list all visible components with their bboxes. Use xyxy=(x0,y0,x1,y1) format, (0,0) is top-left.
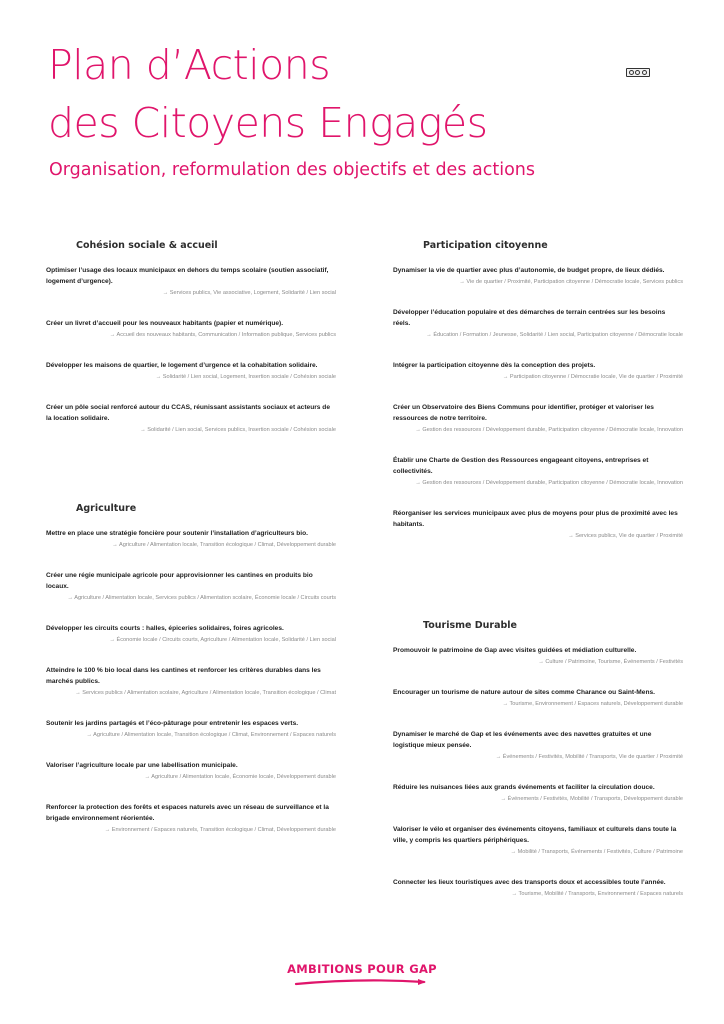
title-line-1: Plan d’Actions xyxy=(48,41,331,89)
action-item xyxy=(393,729,683,762)
action-item xyxy=(393,508,683,541)
action-tags: → Événements / Festivités, Mobilité / Transports, Vie de quartier / Proximité xyxy=(495,754,683,760)
action-tags: → Tourisme, Environnement / Espaces naturels, Développement durable xyxy=(502,701,683,707)
action-list xyxy=(46,265,336,435)
action-list xyxy=(393,645,683,899)
action-item xyxy=(46,402,336,435)
action-list xyxy=(393,265,683,541)
action-text: Valoriser le vélo et organiser des événements citoyens, familiaux et culturels dans toute la ville, y compris les quartiers périphériques. xyxy=(393,826,677,844)
action-item xyxy=(46,528,336,550)
section-cohesion xyxy=(46,240,336,455)
action-text: Créer un pôle social renforcé autour du CCAS, réunissant assistants sociaux et acteurs de la location solidaire. xyxy=(46,404,330,422)
action-text: Atteindre le 100 % bio local dans les cantines et renforcer les critères durables dans les marchés publics. xyxy=(46,667,321,685)
action-text: Dynamiser la vie de quartier avec plus d’autonomie, de budget propre, de lieux dédiés. xyxy=(393,267,665,274)
action-list xyxy=(46,528,336,835)
action-item xyxy=(46,623,336,645)
action-text: Optimiser l’usage des locaux municipaux en dehors du temps scolaire (soutien associatif, logement d’urgence). xyxy=(46,267,329,285)
action-text: Développer l’éducation populaire et des démarches de terrain centrées sur les besoins réels. xyxy=(393,309,666,327)
page-subtitle: Organisation, reformulation des objectifs et des actions xyxy=(49,160,535,180)
creative-commons-icon xyxy=(626,68,650,77)
action-text: Connecter les lieux touristiques avec des transports doux et accessibles toute l’année. xyxy=(393,879,666,886)
action-tags: → Environnement / Espaces naturels, Transition écologique / Climat, Développement durable xyxy=(104,827,336,833)
action-text: Mettre en place une stratégie foncière pour soutenir l’installation d’agriculteurs bio. xyxy=(46,530,308,537)
action-tags: → Services publics, Vie associative, Logement, Solidarité / Lien social xyxy=(162,290,336,296)
action-text: Développer les maisons de quartier, le logement d’urgence et la cohabitation solidaire. xyxy=(46,362,318,369)
action-tags: → Services publics, Vie de quartier / Proximité xyxy=(568,533,683,539)
action-tags: → Tourisme, Mobilité / Transports, Environnement / Espaces naturels xyxy=(511,891,683,897)
action-text: Développer les circuits courts : halles, épiceries solidaires, foires agricoles. xyxy=(46,625,284,632)
action-text: Soutenir les jardins partagés et l’éco-pâturage pour entretenir les espaces verts. xyxy=(46,720,299,727)
action-item xyxy=(393,455,683,488)
action-item xyxy=(46,802,336,835)
action-tags: → Agriculture / Alimentation locale, Transition écologique / Climat, Développement durable xyxy=(112,542,336,548)
action-text: Intégrer la participation citoyenne dès la conception des projets. xyxy=(393,362,596,369)
page-title xyxy=(48,36,568,152)
section-title: Tourisme Durable xyxy=(423,620,517,631)
action-item xyxy=(393,782,683,804)
section-title: Cohésion sociale & accueil xyxy=(76,240,218,251)
action-tags: → Vie de quartier / Proximité, Participation citoyenne / Démocratie locale, Services publics xyxy=(459,279,683,285)
action-item xyxy=(46,265,336,298)
action-text: Réduire les nuisances liées aux grands événements et faciliter la circulation douce. xyxy=(393,784,655,791)
action-tags: → Économie locale / Circuits courts, Agriculture / Alimentation locale, Solidarité / Lien social xyxy=(109,637,336,643)
action-item xyxy=(46,318,336,340)
section-tourisme xyxy=(393,620,683,919)
action-text: Créer une régie municipale agricole pour approvisionner les cantines en produits bio locaux. xyxy=(46,572,313,590)
action-text: Promouvoir le patrimoine de Gap avec visites guidées et médiation culturelle. xyxy=(393,647,637,654)
action-tags: → Éducation / Formation / Jeunesse, Solidarité / Lien social, Participation citoyenne / Démocratie locale xyxy=(426,332,683,338)
action-text: Établir une Charte de Gestion des Ressources engageant citoyens, entreprises et collectivités. xyxy=(393,457,649,475)
action-text: Dynamiser le marché de Gap et les événements avec des navettes gratuites et une logistique mieux pensée. xyxy=(393,731,652,749)
logo-swoosh-icon xyxy=(292,977,432,987)
action-text: Créer un Observatoire des Biens Communs pour identifier, protéger et valoriser les ressources de notre territoire. xyxy=(393,404,654,422)
action-item xyxy=(46,665,336,698)
action-tags: → Accueil des nouveaux habitants, Communication / Information publique, Services publics xyxy=(109,332,336,338)
action-text: Créer un livret d’accueil pour les nouveaux habitants (papier et numérique). xyxy=(46,320,284,327)
action-text: Valoriser l’agriculture locale par une labellisation municipale. xyxy=(46,762,238,769)
action-tags: → Services publics / Alimentation scolaire, Agriculture / Alimentation locale, Transition écologique / Climat xyxy=(75,690,336,696)
action-tags: → Culture / Patrimoine, Tourisme, Événements / Festivités xyxy=(538,659,683,665)
action-item xyxy=(393,824,683,857)
action-item xyxy=(393,307,683,340)
action-item xyxy=(393,265,683,287)
section-participation xyxy=(393,240,683,561)
action-tags: → Agriculture / Alimentation locale, Services publics / Alimentation scolaire, Économie locale / Circuits courts xyxy=(67,595,336,601)
ambitions-pour-gap-logo xyxy=(0,962,724,987)
action-text: Réorganiser les services municipaux avec plus de moyens pour plus de proximité avec les habitants. xyxy=(393,510,678,528)
action-item xyxy=(393,877,683,899)
section-agriculture xyxy=(46,503,336,855)
action-item xyxy=(46,360,336,382)
action-tags: → Participation citoyenne / Démocratie locale, Vie de quartier / Proximité xyxy=(502,374,683,380)
action-tags: → Agriculture / Alimentation locale, Transition écologique / Climat, Environnement / Espaces naturels xyxy=(86,732,336,738)
action-item xyxy=(46,718,336,740)
action-tags: → Solidarité / Lien social, Services publics, Insertion sociale / Cohésion sociale xyxy=(140,427,336,433)
action-tags: → Gestion des ressources / Développement durable, Participation citoyenne / Démocratie locale, Innovation xyxy=(415,427,683,433)
logo-text: AMBITIONS POUR GAP xyxy=(287,962,437,976)
action-item xyxy=(393,402,683,435)
action-text: Encourager un tourisme de nature autour de sites comme Charance ou Saint-Mens. xyxy=(393,689,655,696)
action-tags: → Mobilité / Transports, Événements / Festivités, Culture / Patrimoine xyxy=(510,849,683,855)
action-item xyxy=(393,360,683,382)
action-tags: → Événements / Festivités, Mobilité / Transports, Développement durable xyxy=(500,796,683,802)
action-item xyxy=(46,570,336,603)
action-text: Renforcer la protection des forêts et espaces naturels avec un réseau de surveillance et la brigade environnement réorientée. xyxy=(46,804,329,822)
action-tags: → Agriculture / Alimentation locale, Économie locale, Développement durable xyxy=(144,774,336,780)
action-item xyxy=(393,687,683,709)
title-line-2: des Citoyens Engagés xyxy=(48,99,488,147)
action-item xyxy=(393,645,683,667)
section-title: Agriculture xyxy=(76,503,137,514)
action-tags: → Gestion des ressources / Développement durable, Participation citoyenne / Démocratie locale, Innovation xyxy=(415,480,683,486)
action-item xyxy=(46,760,336,782)
section-title: Participation citoyenne xyxy=(423,240,548,251)
action-tags: → Solidarité / Lien social, Logement, Insertion sociale / Cohésion sociale xyxy=(155,374,336,380)
